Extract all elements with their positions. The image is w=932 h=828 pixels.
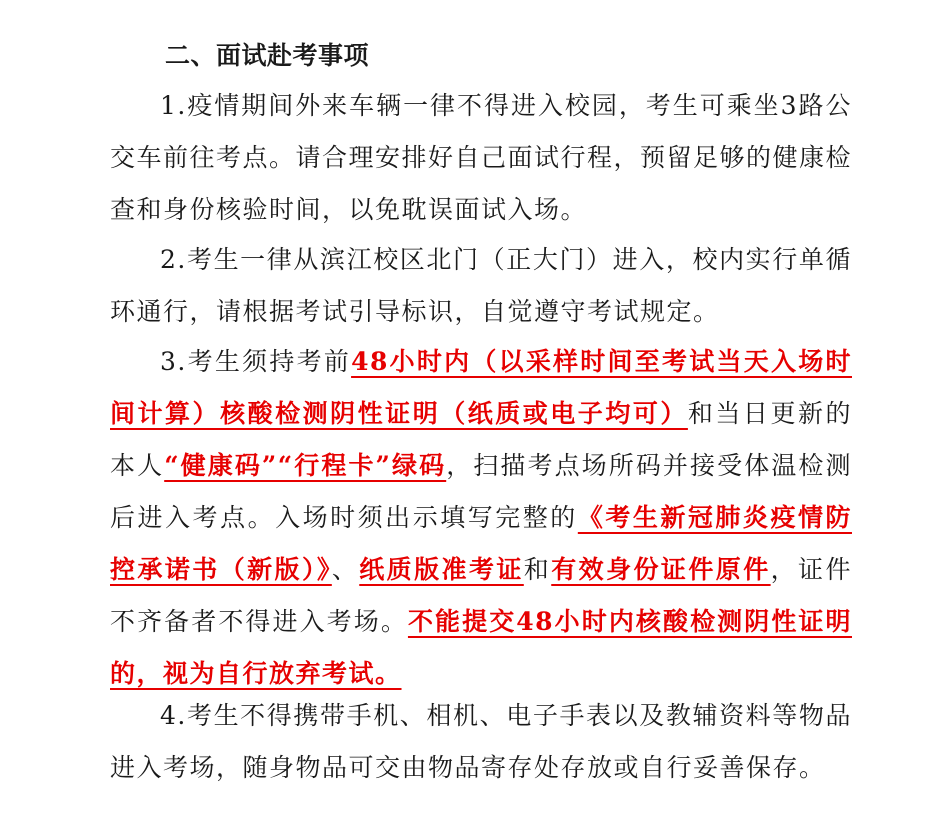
- paragraph-3-text-3: ，扫描考点场所码并接受体温检测后进入考点。入场时须出示填写完整的: [110, 451, 852, 532]
- paragraph-3: [110, 336, 852, 700]
- section-heading: 二、面试赴考事项: [165, 41, 370, 70]
- paragraph-2-text: 2.考生一律从滨江校区北门（正大门）进入，校内实行单循环通行，请根据考试引导标识，自觉遵守考试规定。: [110, 245, 852, 326]
- paragraph-4: [110, 690, 852, 794]
- paragraph-3-text-5: 和: [523, 555, 552, 584]
- paragraph-3-text-2: 和当日更新的本人: [110, 399, 852, 480]
- paragraph-1-text: 1.疫情期间外来车辆一律不得进入校园，考生可乘坐3路公交车前往考点。请合理安排好自己面试行程，预留足够的健康检查和身份核验时间，以免耽误面试入场。: [110, 91, 853, 224]
- paragraph-3-text-6: ，证件不齐备者不得进入考场。: [110, 555, 852, 636]
- paragraph-3-text-4: 、: [331, 555, 360, 584]
- paragraph-2: [110, 234, 852, 338]
- paragraph-4-text: 4.考生不得携带手机、相机、电子手表以及教辅资料等物品进入考场，随身物品可交由物品寄存处存放或自行妥善保存。: [110, 701, 852, 782]
- highlight-id-document: 有效身份证件原件: [551, 555, 771, 584]
- paragraph-3-text-1: 3.考生须持考前: [160, 347, 352, 376]
- highlight-admission-ticket: 纸质版准考证: [359, 555, 524, 584]
- highlight-commitment-letter: 《考生新冠肺炎疫情防控承诺书（新版）》: [110, 503, 852, 584]
- highlight-warning: 不能提交48小时内核酸检测阴性证明的，视为自行放弃考试。: [110, 607, 852, 688]
- highlight-nucleic-acid-test: 48小时内（以采样时间至考试当天入场时间计算）核酸检测阴性证明（纸质或电子均可）: [110, 347, 852, 428]
- highlight-health-code: “健康码”“行程卡”绿码: [164, 451, 447, 480]
- paragraph-1: [110, 80, 852, 236]
